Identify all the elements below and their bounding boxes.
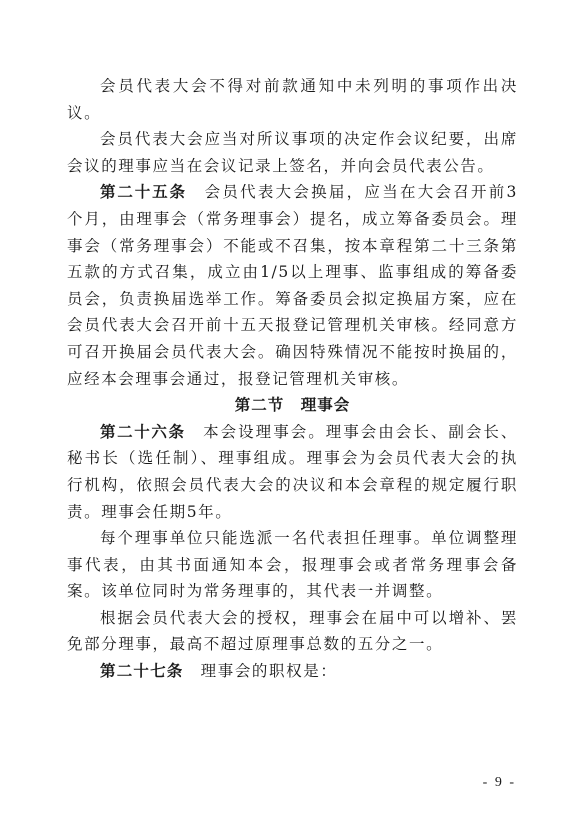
document-body: [67, 73, 518, 685]
article-text: 本会设理事会。理事会由会长、副会长、秘书长（选任制）、理事组成。理事会为会员代表大会的执行机构，依照会员代表大会的决议和本会章程的规定履行职责。理事会任期5年。: [67, 422, 518, 521]
article-paragraph: [67, 419, 518, 525]
article-paragraph: [67, 658, 518, 685]
paragraph: 会员代表大会应当对所议事项的决定作会议纪要，出席会议的理事应当在会议记录上签名，并向会员代表公告。: [67, 130, 518, 175]
paragraph: 每个理事单位只能选派一名代表担任理事。单位调整理事代表，由其书面通知本会，报理事会或者常务理事会备案。该单位同时为常务理事的，其代表一并调整。: [67, 529, 518, 601]
article-text: 理事会的职权是：: [200, 662, 338, 681]
section-title: 第二节 理事会: [234, 396, 351, 415]
article-text: 会员代表大会换届，应当在大会召开前3个月，由理事会（常务理事会）提名，成立筹备委员会。理事会（常务理事会）不能或不召集，按本章程第二十三条第五款的方式召集，成立由1/5以上理事、监事组成的筹备委员会，负责换届选举工作。筹备委员会拟定换届方案，应在会员代表大会召开前十五天报登记管理机关审核。经同意方可召开换届会员代表大会。确因特殊情况不能按时换届的，应经本会理事会通过，报登记管理机关审核。: [67, 183, 518, 388]
article-paragraph: [67, 179, 518, 392]
page-number: - 9 -: [482, 775, 516, 790]
paragraph: 会员代表大会不得对前款通知中未列明的事项作出决议。: [67, 77, 518, 122]
article-number: 第二十六条: [100, 422, 186, 441]
article-number: 第二十七条: [100, 662, 184, 681]
paragraph: 根据会员代表大会的授权，理事会在届中可以增补、罢免部分理事，最高不超过原理事总数的五分之一。: [67, 608, 518, 654]
article-number: 第二十五条: [100, 183, 187, 202]
